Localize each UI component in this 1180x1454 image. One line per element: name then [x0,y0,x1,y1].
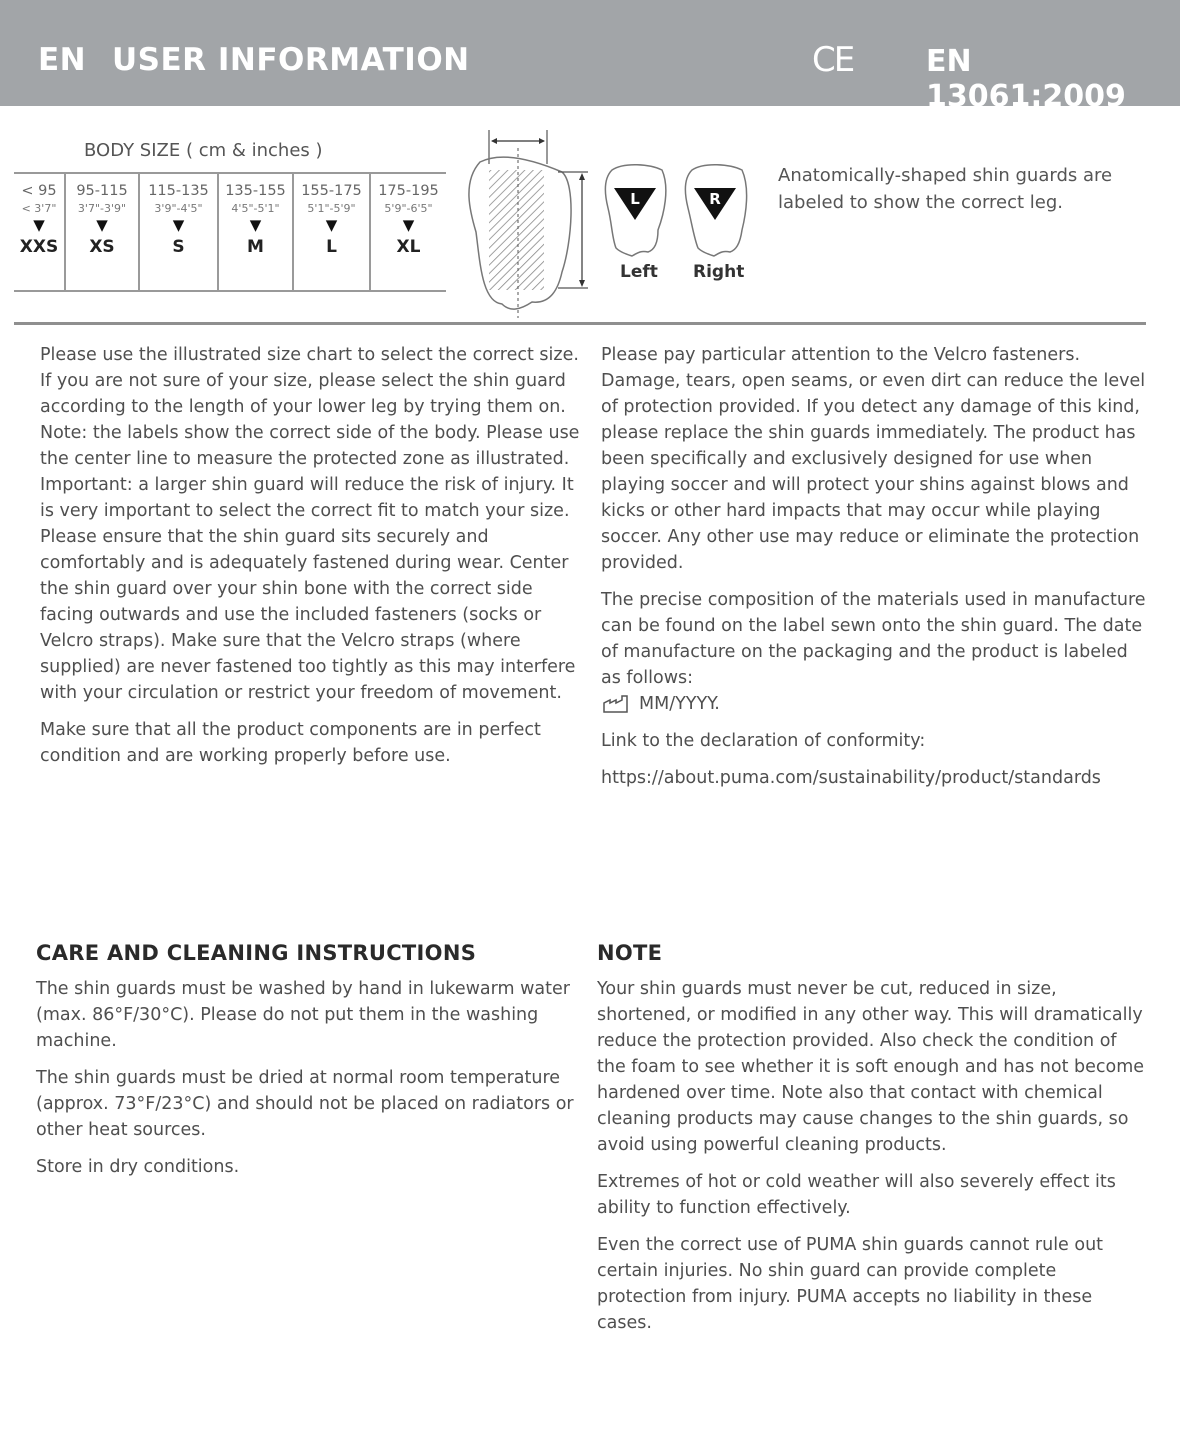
size-cm: 135-155 [225,183,286,199]
down-triangle-icon: ▼ [96,216,108,234]
size-column [219,174,294,290]
down-triangle-icon: ▼ [249,216,262,234]
paragraph: Make sure that all the product components are in perfect condition and are working properly before use. [40,720,541,766]
size-chart-table [14,172,446,292]
paragraph: Extremes of hot or cold weather will also severely effect its ability to function effectively. [597,1172,1116,1218]
size-column [140,174,219,290]
size-inches: 5'1"-5'9" [307,202,356,215]
size-column [371,174,446,290]
left-caption: Left [620,262,658,282]
size-label: XL [396,237,421,257]
note-section [597,940,1147,1347]
size-inches: 3'7"-3'9" [77,202,127,215]
conformity-link[interactable]: https://about.puma.com/sustainability/product/standards [601,768,1101,788]
size-label: M [247,237,264,257]
size-label: XS [89,237,115,257]
paragraph: Store in dry conditions. [36,1157,240,1177]
size-label: XXS [19,237,59,257]
paragraph: Your shin guards must never be cut, reduced in size, shortened, or modified in any other way. This will dramatically reduce the protection provided. Also check the condition of the foam to see whether it is soft enough and has not become hardened over time. Note also that contact with chemical cleaning products may cause changes to the shin guards, so avoid using powerful cleaning products. [597,979,1145,1155]
paragraph: Even the correct use of PUMA shin guards cannot rule out certain injuries. No shin guard can provide complete protection from injury. PUMA accepts no liability in these cases. [597,1235,1104,1333]
note-title: NOTE [597,941,663,965]
maintenance-information [601,342,1146,802]
shin-guard-measurement-diagram [462,122,592,318]
size-label: L [326,237,337,257]
down-triangle-icon: ▼ [402,216,415,234]
standard-number: EN 13061:2009 [926,44,1126,114]
care-section [36,940,576,1191]
size-chart-title: BODY SIZE ( cm & inches ) [84,140,323,161]
left-guard-icon [605,165,665,256]
anatomical-description: Anatomically-shaped shin guards are labeled to show the correct leg. [778,165,1113,213]
size-inches: 4'5"-5'1" [231,202,280,215]
right-letter: R [709,190,721,208]
paragraph: Please pay particular attention to the Velcro fasteners. Damage, tears, open seams, or even dirt can reduce the level of protection provided. If you detect any damage of this kind, please replace the shin guards immediately. The product has been specifically and exclusively designed for use when playing soccer and will protect your shins against blows and kicks or other hard impacts that may occur while playing soccer. Any other use may reduce or eliminate the protection provided. [601,345,1146,573]
size-inches: 3'9"-4'5" [154,202,203,215]
size-column [294,174,371,290]
size-column [14,174,66,290]
size-cm: < 95 [21,183,57,199]
paragraph: Please use the illustrated size chart to select the correct size. If you are not sure of your size, please select the shin guard according to the length of your lower leg by trying them on. Note: the labels show the correct side of the body. Please use the center line to measure the protected zone as illustrated. Important: a larger shin guard will reduce the risk of injury. It is very important to select the correct fit to match your size. Please ensure that the shin guard sits securely and comfortably and is adequately fastened during wear. Center the shin guard over your shin bone with the correct side facing outwards and use the included fasteners (socks or Velcro straps). Make sure that the Velcro straps (where supplied) are never fastened too tightly as this may interfere with your circulation or restrict your freedom of movement. [40,345,580,703]
down-triangle-icon: ▼ [33,216,45,234]
down-triangle-icon: ▼ [325,216,338,234]
size-cm: 155-175 [301,183,362,199]
size-cm: 95-115 [76,183,128,199]
down-triangle-icon: ▼ [172,216,185,234]
size-inches: < 3'7" [21,202,57,215]
care-title: CARE AND CLEANING INSTRUCTIONS [36,941,477,965]
size-cm: 115-135 [148,183,209,199]
factory-icon [601,694,631,714]
left-letter: L [630,190,640,208]
conformity-label: Link to the declaration of conformity: [601,731,926,751]
right-guard-icon [685,165,746,256]
paragraph: The precise composition of the materials used in manufacture can be found on the label sewn onto the shin guard. The date of manufacture on the packaging and the product is labeled as follows: [601,590,1146,688]
language-code: EN [38,42,87,78]
date-format: MM/YYYY. [639,694,720,714]
page-title: USER INFORMATION [112,42,470,78]
size-cm: 175-195 [378,183,439,199]
paragraph: The shin guards must be dried at normal room temperature (approx. 73°F/23°C) and should not be placed on radiators or other heat sources. [36,1068,574,1140]
ce-mark-icon: CE [812,40,854,80]
manufacture-date-line [601,691,1146,717]
size-inches: 5'9"-6'5" [384,202,433,215]
paragraph: The shin guards must be washed by hand in lukewarm water (max. 86°F/30°C). Please do not put them in the washing machine. [36,979,570,1051]
fitting-instructions [40,342,580,780]
header-bar [0,0,1180,114]
section-divider [14,322,1146,325]
size-label: S [172,237,185,257]
right-caption: Right [693,262,745,282]
size-column [66,174,140,290]
